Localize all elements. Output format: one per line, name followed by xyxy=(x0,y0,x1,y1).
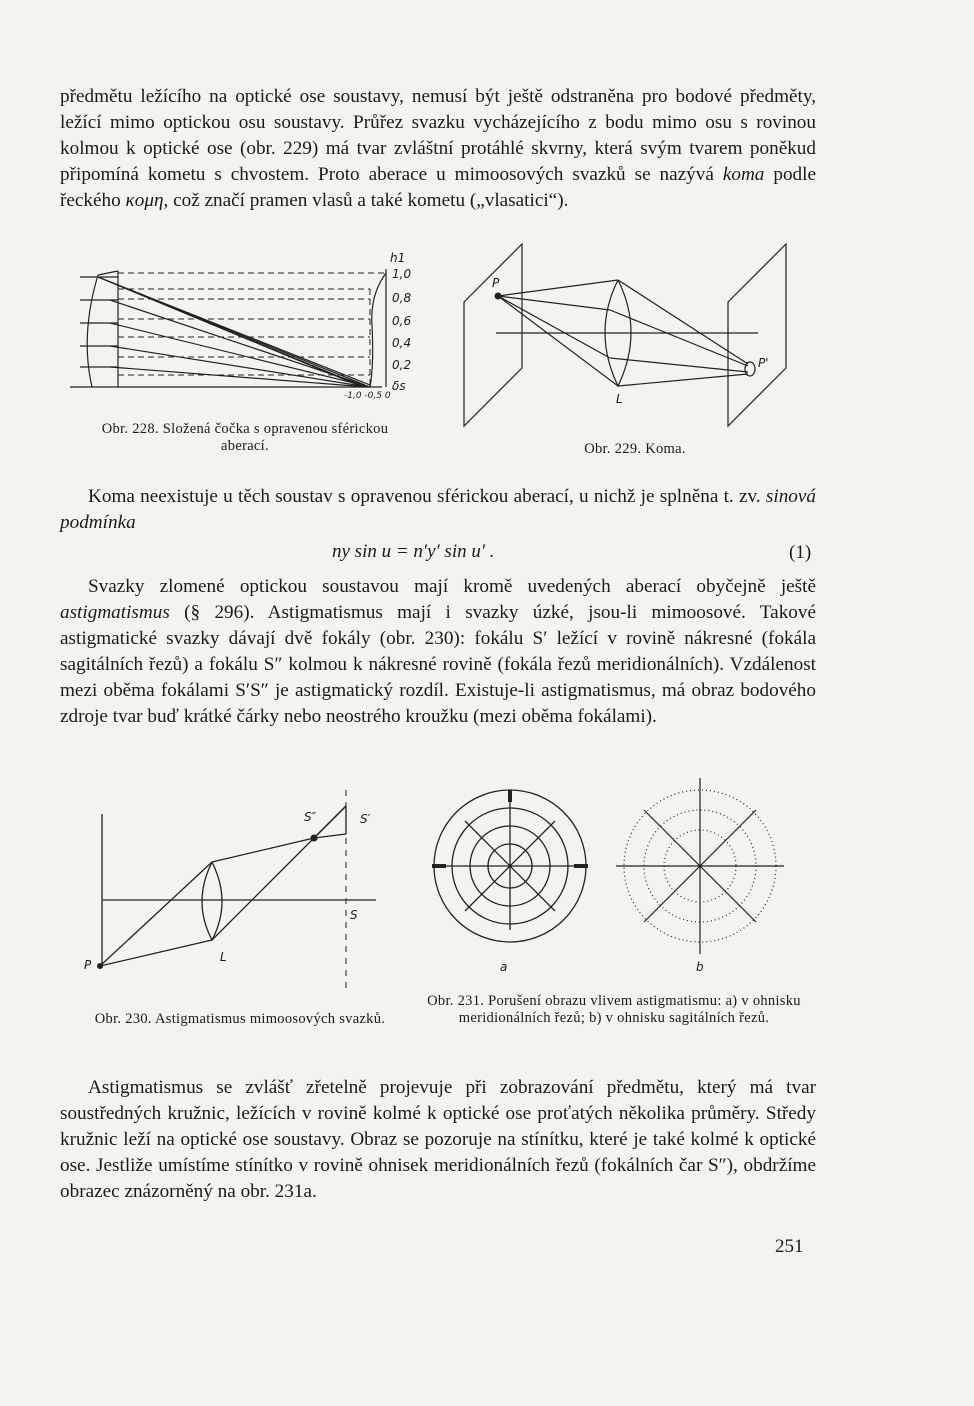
figure-231-label-b: b xyxy=(696,960,704,974)
figure-229-label-l: L xyxy=(616,392,623,406)
paragraph-4: Astigmatismus se zvlášť zřetelně projevuje při zobrazování předmětu, který má tvar soustředných kružnic, ležících v rovině kolmé k optické ose proťatých několika průměry. Středy kružnic leží na optické ose soustavy. Obraz se pozoruje na stínítku, které je také kolmé k optické ose. Jestliže umístíme stínítko v rovině ohnisek meridionálních řezů (fokálních čar S″), obdržíme obrazec znázorněný na obr. 231a. xyxy=(60,1077,816,1202)
figure-231-caption-num: Obr. 231. xyxy=(427,993,485,1009)
paragraph-1-text-c: , což značí pramen vlasů a také kometu („vlasatici“). xyxy=(163,190,569,211)
figure-231-caption-text: Porušení obrazu vlivem astigmatismu: a) v ohnisku meridionálních řezů; b) v ohnisku sagitálních řezů. xyxy=(458,993,801,1026)
paragraph-2-text: Koma neexistuje u těch soustav s opravenou sférickou aberací, u nichž je splněna t. zv. xyxy=(88,486,766,507)
figure-229-drawing xyxy=(460,240,800,430)
figure-228-caption-text: Složená čočka s opravenou sférickou aberací. xyxy=(162,421,389,454)
figure-230-caption-num: Obr. 230. xyxy=(94,1011,152,1027)
paragraph-3 xyxy=(60,574,816,730)
equation-number: (1) xyxy=(789,542,812,563)
figure-230-label-s: S xyxy=(350,908,358,922)
term-koma: koma xyxy=(722,164,765,185)
figure-230-label-p: P xyxy=(84,958,92,972)
page-number: 251 xyxy=(775,1236,804,1257)
figure-230-label-s-double-prime: S″ xyxy=(304,810,317,824)
figure-229 xyxy=(460,240,800,430)
figure-228-tick-5: 0,2 xyxy=(392,358,412,372)
figure-229-caption: Obr. 229. Koma. xyxy=(584,441,686,457)
figure-228-tick-2: 0,8 xyxy=(392,291,412,305)
paragraph-1-text-b: podle řeckého xyxy=(60,164,816,211)
paragraph-3-text-a: Svazky zlomené optickou soustavou mají kromě uvedených aberací obyčejně ještě xyxy=(88,576,816,597)
figure-230-label-l: L xyxy=(220,950,227,964)
figure-228-ds-label: δs xyxy=(392,379,406,393)
paragraph-3-text-b: (§ 296). Astigmatismus mají i svazky úzké, jsou-li mimoosové. Takové astigmatické svazky dávají dvě fokály (obr. 230): fokálu S′ ležící v rovině nákresné (fokála sagitálních řezů) a fokálu S″ kolmou k nákresné rovině (fokála řezů meridionálních). Vzdálenost mezi oběma fokálami S′S″ je astigmatický rozdíl. Existuje-li astigmatismus, má obraz bodového zdroje tvar buď krátké čárky nebo neostrého kroužku (mezi oběma fokálami). xyxy=(60,602,816,727)
figure-230-label-s-prime: S′ xyxy=(360,812,371,826)
figure-228-axis-label: h1 xyxy=(390,251,406,265)
equation: ny sin u = n′y′ sin u′ . xyxy=(332,541,495,562)
figure-228-x-ticks: -1,0 -0,5 0 xyxy=(344,391,391,401)
paragraph-2 xyxy=(60,484,816,536)
figure-230-caption-text: Astigmatismus mimoosových svazků. xyxy=(154,1011,386,1027)
figure-231-drawing xyxy=(418,778,798,978)
term-sine-condition: sinová podmínka xyxy=(60,486,816,533)
figure-228-tick-1: 1,0 xyxy=(392,267,412,281)
figure-228-caption-num: Obr. 228. xyxy=(101,421,159,437)
paragraph-1-text-a: předmětu ležícího na optické ose soustavy, nemusí být ještě odstraněna pro bodové předměty, ležící mimo optickou osu soustavy. Průřez svazku vycházejícího z bodu mimo osu s rovinou kolmou k optické ose (obr. 229) má tvar zvláštní protáhlé skvrny, která svým tvarem poněkud připomíná kometu s chvostem. Proto aberace u mimoosových svazků se nazývá xyxy=(60,86,816,185)
greek-word: κομη xyxy=(125,190,164,211)
figure-230 xyxy=(80,790,390,990)
figure-231-label-a: a xyxy=(500,960,508,974)
term-astigmatism: astigmatismus xyxy=(60,602,170,623)
figure-229-label-p: P xyxy=(492,276,500,290)
figure-228-caption xyxy=(100,421,390,455)
figure-231-caption xyxy=(422,993,806,1027)
figure-229-label-p-prime: P' xyxy=(758,356,769,370)
figure-228 xyxy=(70,251,412,415)
paragraph-1 xyxy=(60,84,816,214)
figure-228-tick-3: 0,6 xyxy=(392,314,412,328)
figure-230-caption xyxy=(85,1011,395,1028)
figure-231 xyxy=(418,778,798,978)
figure-230-drawing xyxy=(80,790,390,990)
figure-228-tick-4: 0,4 xyxy=(392,336,412,350)
